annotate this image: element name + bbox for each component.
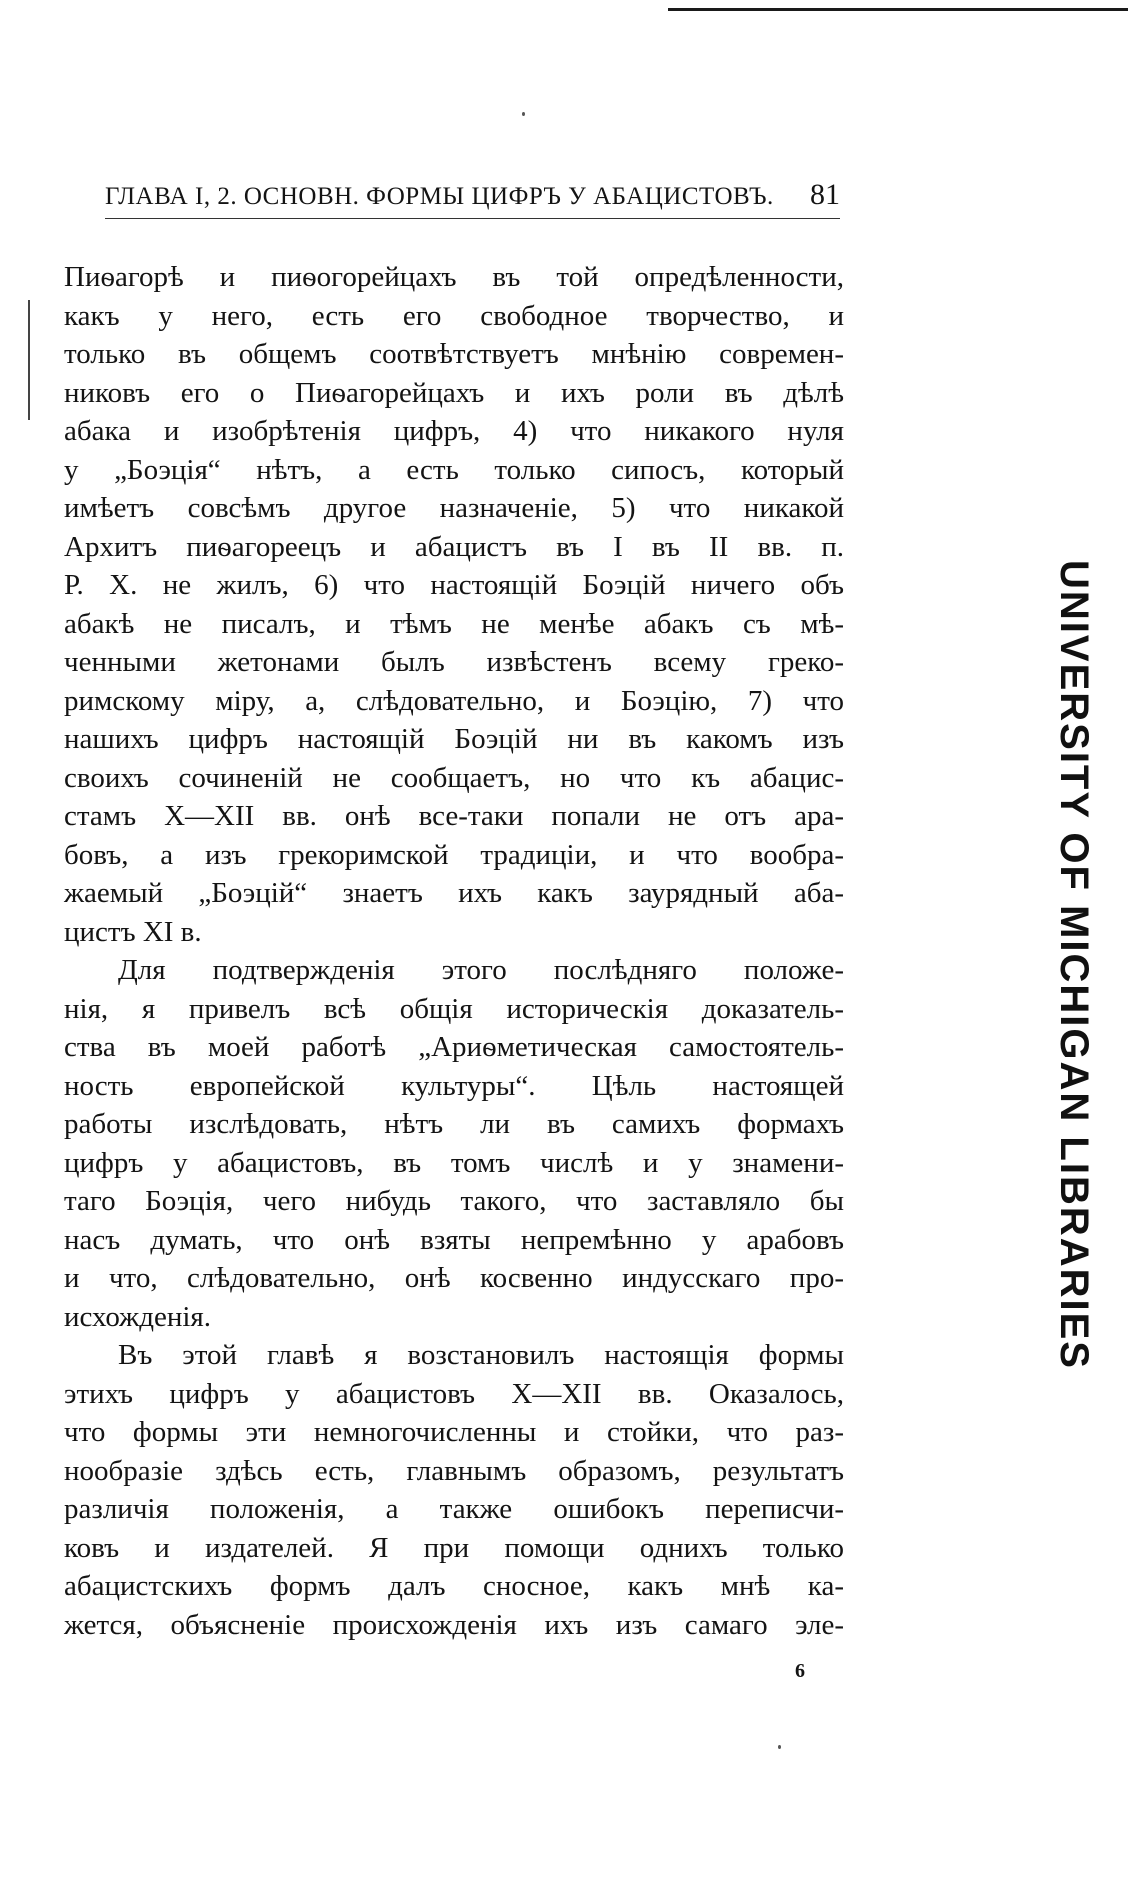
text-line: и что, слѣдовательно, онѣ косвенно индусскаго про- (64, 1262, 844, 1294)
text-line: своихъ сочиненій не сообщаетъ, но что къ абацис- (64, 761, 844, 794)
text-line: нообразіе здѣсь есть, главнымъ образомъ, результатъ (64, 1454, 844, 1487)
text-line: насъ думать, что онѣ взяты непремѣнно у арабовъ (64, 1223, 844, 1256)
text-line: только въ общемъ соотвѣтствуетъ мнѣнію современ- (64, 338, 844, 370)
text-line: цифръ у абацистовъ, въ томъ числѣ и у знамени- (64, 1146, 844, 1179)
speck (522, 112, 525, 116)
text-line: Для подтвержденія этого послѣдняго положе- (118, 954, 844, 986)
page-number: 81 (810, 178, 840, 211)
paragraph (64, 951, 844, 1336)
text-line: абака и изобрѣтенія цифръ, 4) что никакого нуля (64, 415, 844, 447)
library-stamp: UNIVERSITY OF MICHIGAN LIBRARIES (1052, 560, 1096, 1370)
text-line: какъ у него, есть его свободное творчество, и (64, 299, 844, 332)
text-line: цистъ XI в. (64, 915, 202, 948)
text-line: жаемый „Боэцій“ знаетъ ихъ какъ заурядный аба- (64, 877, 844, 909)
text-line: различія положенія, а также ошибокъ переписчи- (64, 1493, 844, 1525)
text-line: таго Боэція, чего нибудь такого, что заставляло бы (64, 1185, 844, 1217)
text-line: у „Боэція“ нѣтъ, а есть только сипосъ, который (64, 453, 844, 486)
text-line: абакѣ не писалъ, и тѣмъ не менѣе абакъ съ мѣ- (64, 607, 844, 640)
text-line: бовъ, а изъ грекоримской традиціи, и что вообра- (64, 838, 844, 871)
text-line: нія, я привелъ всѣ общія историческія доказатель- (64, 992, 844, 1025)
text-line: жется, объясненіе происхожденія ихъ изъ самаго эле- (64, 1608, 844, 1641)
text-line: Пиѳагорѣ и пиѳогорейцахъ въ той опредѣленности, (64, 261, 844, 293)
running-head: ГЛАВА I, 2. ОСНОВН. ФОРМЫ ЦИФРЪ У АБАЦИСТОВЪ. (105, 183, 774, 210)
text-line: работы изслѣдовать, нѣтъ ли въ самихъ формахъ (64, 1108, 844, 1140)
text-line: имѣетъ совсѣмъ другое назначеніе, 5) что никакой (64, 492, 844, 524)
text-line: ковъ и издателей. Я при помощи однихъ только (64, 1531, 844, 1564)
text-line: ченными жетонами былъ извѣстенъ всему греко- (64, 646, 844, 678)
text-line: ства въ моей работѣ „Ариѳметическая самостоятель- (64, 1031, 844, 1063)
text-line: абацистскихъ формъ далъ сносное, какъ мнѣ ка- (64, 1570, 844, 1602)
text-line: стамъ X—XII вв. онѣ все-таки попали не отъ ара- (64, 800, 844, 832)
text-line: исхожденія. (64, 1300, 212, 1333)
text-line: нашихъ цифръ настоящій Боэцій ни въ какомъ изъ (64, 723, 844, 755)
page-header (105, 178, 840, 219)
margin-mark (28, 300, 30, 420)
text-line: никовъ его о Пиѳагорейцахъ и ихъ роли въ дѣлѣ (64, 376, 844, 409)
text-line: этихъ цифръ у абацистовъ X—XII вв. Оказалось, (64, 1377, 844, 1410)
paragraph (64, 1336, 844, 1644)
text-line: Архитъ пиѳагореецъ и абацистъ въ I въ II вв. п. (64, 530, 844, 563)
body-text (64, 258, 844, 1644)
text-line: что формы эти немногочисленны и стойки, что раз- (64, 1416, 844, 1448)
speck (778, 1745, 781, 1749)
text-line: Въ этой главѣ я возстановилъ настоящія формы (118, 1339, 844, 1371)
signature-mark: 6 (795, 1660, 805, 1682)
text-line: ность европейской культуры“. Цѣль настоящей (64, 1069, 844, 1102)
paragraph (64, 258, 844, 951)
text-line: Р. Х. не жилъ, 6) что настоящій Боэцій ничего объ (64, 569, 844, 601)
top-rule (668, 8, 1128, 11)
text-line: римскому міру, а, слѣдовательно, и Боэцію, 7) что (64, 684, 844, 717)
